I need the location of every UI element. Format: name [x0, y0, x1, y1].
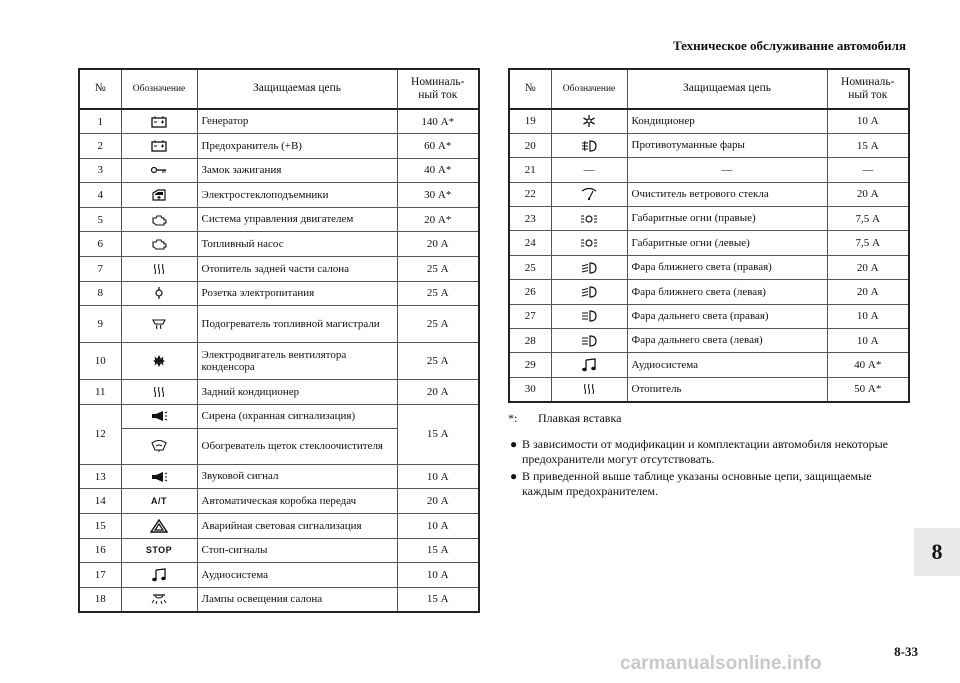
- protected-circuit: Стоп-сигналы: [197, 538, 397, 563]
- table-row: [79, 563, 479, 588]
- symbol-cell: [551, 255, 627, 279]
- fuse-rating: 15 А: [397, 538, 479, 563]
- fuse-number: 1: [79, 109, 121, 134]
- fuse-rating: 50 А*: [827, 377, 909, 401]
- fuse-table-right: [508, 68, 910, 403]
- fuse-number: 8: [79, 281, 121, 306]
- fuse-number: 23: [509, 207, 551, 231]
- header-num: №: [79, 69, 121, 109]
- header-symbol: Обозначение: [551, 69, 627, 109]
- fuse-number: 9: [79, 306, 121, 343]
- table-row: [79, 306, 479, 343]
- symbol-cell: [121, 489, 197, 514]
- symbol-cell: [551, 280, 627, 304]
- protected-circuit: Противотуманные фары: [627, 133, 827, 157]
- protected-circuit: Генератор: [197, 109, 397, 134]
- fog-light-icon: [580, 139, 598, 153]
- table-row: [509, 280, 909, 304]
- table-row: [79, 587, 479, 612]
- watermark: carmanualsonline.info: [620, 653, 822, 674]
- fuse-number: 7: [79, 257, 121, 282]
- wiper-deicer-icon: [150, 439, 168, 453]
- symbol-cell: [121, 587, 197, 612]
- table-row: [509, 207, 909, 231]
- audio-icon: [150, 568, 168, 582]
- protected-circuit: Фара дальнего света (левая): [627, 329, 827, 353]
- fuse-rating: 10 А: [397, 514, 479, 539]
- page-header: Техническое обслуживание автомобиля: [672, 38, 906, 53]
- chapter-tab: 8: [914, 528, 960, 576]
- hazard-icon: [150, 519, 168, 533]
- fuse-rating: 30 А*: [397, 183, 479, 208]
- symbol-cell: [121, 134, 197, 159]
- engine-icon: [150, 213, 168, 227]
- ignition-key-icon: [150, 163, 168, 177]
- condenser-fan-icon: [150, 354, 168, 368]
- protected-circuit: Отопитель: [627, 377, 827, 401]
- tail-light-icon: [580, 212, 598, 226]
- table-row: [509, 182, 909, 206]
- fuse-rating: 15 А: [397, 404, 479, 464]
- protected-circuit: Аудиосистема: [197, 563, 397, 588]
- symbol-cell: [121, 380, 197, 405]
- symbol-cell: [121, 464, 197, 489]
- fuse-number: 2: [79, 134, 121, 159]
- fuse-rating: 20 А: [397, 489, 479, 514]
- high-beam-icon: [580, 309, 598, 323]
- protected-circuit: Звуковой сигнал: [197, 464, 397, 489]
- protected-circuit: Кондиционер: [627, 109, 827, 133]
- protected-circuit: Электростеклоподъемники: [197, 183, 397, 208]
- protected-circuit: —: [627, 158, 827, 182]
- table-row: [79, 489, 479, 514]
- footnote: [508, 411, 908, 427]
- page-number: 8-33: [894, 644, 918, 659]
- fuse-number: 5: [79, 207, 121, 232]
- symbol-cell: [121, 281, 197, 306]
- protected-circuit: Электродвигатель вентилятора конденсора: [197, 343, 397, 380]
- symbol-cell: [121, 538, 197, 563]
- note-bullet: [508, 437, 908, 468]
- table-row: [79, 109, 479, 134]
- fuse-table-left: [78, 68, 480, 613]
- protected-circuit: Фара ближнего света (правая): [627, 255, 827, 279]
- fuse-rating: 7,5 А: [827, 231, 909, 255]
- fuse-rating: 15 А: [397, 587, 479, 612]
- protected-circuit: Обогреватель щеток стеклоочистителя: [197, 428, 397, 464]
- bullet-text: В зависимости от модификации и комплектации автомобиля некоторые предохранители могут отсутствовать.: [522, 436, 888, 467]
- fuse-number: 16: [79, 538, 121, 563]
- protected-circuit: Сирена (охранная сигнализация): [197, 404, 397, 428]
- fuse-rating: 10 А: [827, 109, 909, 133]
- table-row: [79, 158, 479, 183]
- protected-circuit: Аудиосистема: [627, 353, 827, 377]
- room-lamp-icon: [150, 592, 168, 606]
- fuse-number: 28: [509, 329, 551, 353]
- table-row: [79, 380, 479, 405]
- battery-icon: [150, 115, 168, 129]
- footnote-text: Плавкая вставка: [538, 411, 622, 425]
- horn-icon: [150, 409, 168, 423]
- fuse-number: 15: [79, 514, 121, 539]
- table-row: [79, 538, 479, 563]
- fuse-rating: 20 А: [827, 255, 909, 279]
- header-circuit: Защищаемая цепь: [627, 69, 827, 109]
- fuse-number: 24: [509, 231, 551, 255]
- protected-circuit: Лампы освещения салона: [197, 587, 397, 612]
- fuse-rating: 140 А*: [397, 109, 479, 134]
- audio-icon: [580, 358, 598, 372]
- symbol-cell: [121, 232, 197, 257]
- table-row: [509, 133, 909, 157]
- stop-icon: STOP: [145, 545, 173, 556]
- protected-circuit: Габаритные огни (левые): [627, 231, 827, 255]
- at-icon: A/T: [151, 496, 167, 507]
- fuse-rating: 25 А: [397, 306, 479, 343]
- fuse-rating: —: [827, 158, 909, 182]
- header-num: №: [509, 69, 551, 109]
- table-row: [79, 404, 479, 428]
- fuse-rating: 25 А: [397, 257, 479, 282]
- protected-circuit: Система управления двигателем: [197, 207, 397, 232]
- fuse-number: 29: [509, 353, 551, 377]
- table-row: [509, 377, 909, 401]
- fuse-number: 3: [79, 158, 121, 183]
- table-row: [79, 207, 479, 232]
- bullet-dot: ●: [510, 468, 518, 483]
- table-row: [509, 109, 909, 133]
- fuse-number: 13: [79, 464, 121, 489]
- symbol-cell: [551, 231, 627, 255]
- symbol-cell: [121, 158, 197, 183]
- fuse-number: 11: [79, 380, 121, 405]
- fuse-rating: 7,5 А: [827, 207, 909, 231]
- protected-circuit: Аварийная световая сигнализация: [197, 514, 397, 539]
- symbol-cell: [121, 183, 197, 208]
- fuse-rating: 25 А: [397, 281, 479, 306]
- symbol-cell: [121, 428, 197, 464]
- symbol-cell: [121, 257, 197, 282]
- symbol-cell: [121, 404, 197, 428]
- fuse-rating: 10 А: [827, 329, 909, 353]
- table-row: [509, 231, 909, 255]
- fuse-number: 6: [79, 232, 121, 257]
- fuse-number: 21: [509, 158, 551, 182]
- table-row: [79, 183, 479, 208]
- table-row: [79, 134, 479, 159]
- symbol-cell: [551, 377, 627, 401]
- fuse-rating: 60 А*: [397, 134, 479, 159]
- power-window-icon: [150, 188, 168, 202]
- table-row: [509, 329, 909, 353]
- table-row: [79, 514, 479, 539]
- fuse-number: 12: [79, 404, 121, 464]
- fuse-number: 14: [79, 489, 121, 514]
- battery-icon: [150, 139, 168, 153]
- fuse-number: 20: [509, 133, 551, 157]
- table-row: [79, 343, 479, 380]
- fuse-number: 19: [509, 109, 551, 133]
- protected-circuit: Очиститель ветрового стекла: [627, 182, 827, 206]
- symbol-cell: [551, 353, 627, 377]
- bullet-dot: ●: [510, 436, 518, 451]
- symbol-cell: [121, 306, 197, 343]
- power-socket-icon: [150, 286, 168, 300]
- protected-circuit: Топливный насос: [197, 232, 397, 257]
- protected-circuit: Розетка электропитания: [197, 281, 397, 306]
- ac-icon: [580, 114, 598, 128]
- fuse-number: 4: [79, 183, 121, 208]
- fuse-number: 30: [509, 377, 551, 401]
- symbol-cell: [551, 109, 627, 133]
- symbol-cell: [121, 563, 197, 588]
- fuse-rating: 20 А: [397, 232, 479, 257]
- fuse-rating: 25 А: [397, 343, 479, 380]
- tail-light-icon: [580, 236, 598, 250]
- protected-circuit: Задний кондиционер: [197, 380, 397, 405]
- symbol-cell: [121, 207, 197, 232]
- note-bullet: [508, 469, 908, 500]
- symbol-cell: [121, 109, 197, 134]
- fuse-rating: 20 А: [397, 380, 479, 405]
- fuse-number: 17: [79, 563, 121, 588]
- header-symbol: Обозначение: [121, 69, 197, 109]
- protected-circuit: Замок зажигания: [197, 158, 397, 183]
- rear-heater-icon: [150, 385, 168, 399]
- table-row: [509, 304, 909, 328]
- protected-circuit: Фара дальнего света (правая): [627, 304, 827, 328]
- protected-circuit: Автоматическая коробка передач: [197, 489, 397, 514]
- fuse-number: 10: [79, 343, 121, 380]
- low-beam-icon: [580, 261, 598, 275]
- fuse-rating: 20 А: [827, 280, 909, 304]
- bullet-text: В приведенной выше таблице указаны основные цепи, защищаемые каждым предохранителем.: [522, 468, 872, 499]
- symbol-cell: —: [551, 158, 627, 182]
- fuse-rating: 20 А: [827, 182, 909, 206]
- symbol-cell: [551, 304, 627, 328]
- protected-circuit: Фара ближнего света (левая): [627, 280, 827, 304]
- table-row: [509, 158, 909, 182]
- symbol-cell: [551, 182, 627, 206]
- header-rating: Номиналь- ный ток: [827, 69, 909, 109]
- wiper-icon: [580, 187, 598, 201]
- footnote-mark: *:: [508, 411, 518, 425]
- fuse-rating: 10 А: [397, 563, 479, 588]
- fuse-number: 18: [79, 587, 121, 612]
- table-row: [509, 353, 909, 377]
- table-row: [79, 464, 479, 489]
- header-circuit: Защищаемая цепь: [197, 69, 397, 109]
- engine-icon: [150, 237, 168, 251]
- fuse-rating: 15 А: [827, 133, 909, 157]
- table-row: [79, 257, 479, 282]
- fuse-rating: 10 А: [397, 464, 479, 489]
- rear-heater-icon: [150, 262, 168, 276]
- rear-heater-icon: [580, 382, 598, 396]
- symbol-cell: [121, 343, 197, 380]
- fuse-rating: 40 А*: [827, 353, 909, 377]
- symbol-cell: [551, 133, 627, 157]
- fuse-number: 26: [509, 280, 551, 304]
- header-rating: Номиналь- ный ток: [397, 69, 479, 109]
- fuse-number: 27: [509, 304, 551, 328]
- fuse-rating: 10 А: [827, 304, 909, 328]
- fuse-number: 22: [509, 182, 551, 206]
- protected-circuit: Отопитель задней части салона: [197, 257, 397, 282]
- fuse-rating: 20 А*: [397, 207, 479, 232]
- symbol-cell: [551, 207, 627, 231]
- symbol-cell: [121, 514, 197, 539]
- table-row: [79, 232, 479, 257]
- table-row: [509, 255, 909, 279]
- high-beam-icon: [580, 334, 598, 348]
- fuel-heater-icon: [150, 317, 168, 331]
- fuse-rating: 40 А*: [397, 158, 479, 183]
- protected-circuit: Подогреватель топливной магистрали: [197, 306, 397, 343]
- notes: [508, 411, 908, 501]
- fuse-number: 25: [509, 255, 551, 279]
- protected-circuit: Предохранитель (+B): [197, 134, 397, 159]
- protected-circuit: Габаритные огни (правые): [627, 207, 827, 231]
- horn-icon: [150, 470, 168, 484]
- table-row: [79, 281, 479, 306]
- low-beam-icon: [580, 285, 598, 299]
- symbol-cell: [551, 329, 627, 353]
